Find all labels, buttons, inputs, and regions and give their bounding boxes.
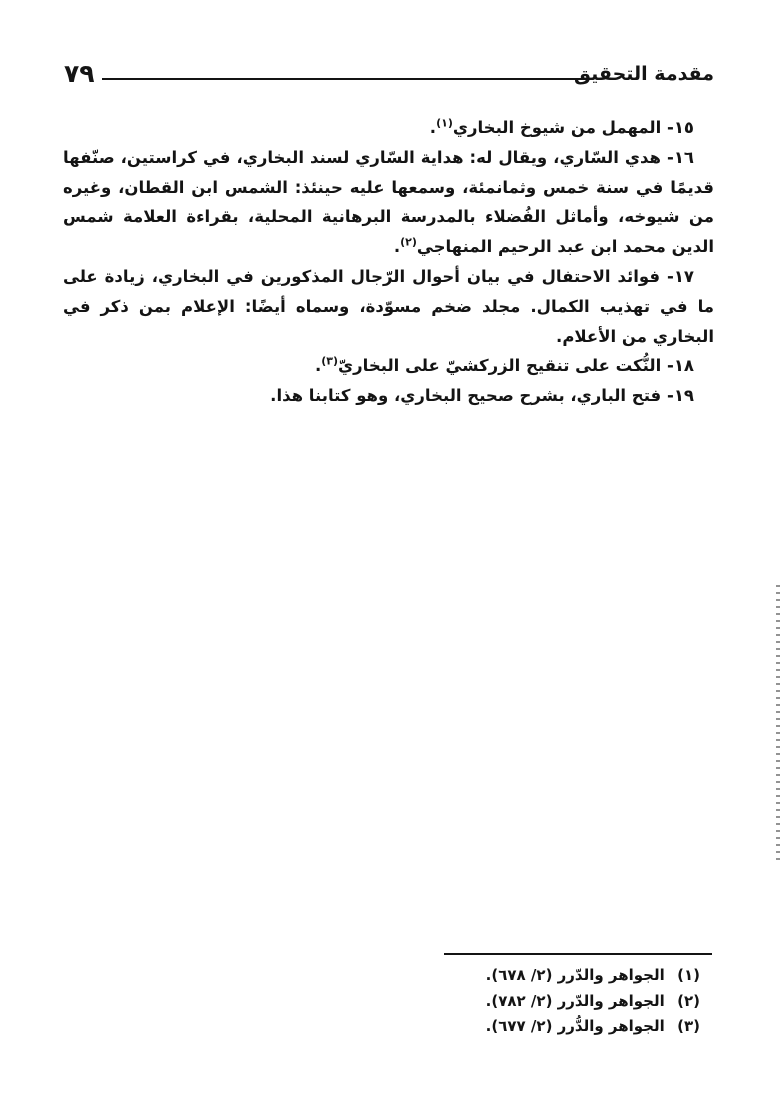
running-title: مقدمة التحقيق — [574, 63, 714, 85]
list-item: ١٥- المهمل من شيوخ البخاري$^{(١)}$. — [429, 116, 694, 137]
footnote-number: (٢) — [677, 991, 700, 1010]
list-item: ١٩- فتح الباري، بشرح صحيح البخاري، وهو كتابنا هذا. — [270, 386, 694, 406]
footnote — [400, 1014, 700, 1040]
scan-edge-artifact — [776, 585, 780, 865]
header-rule — [102, 78, 590, 80]
page-header — [64, 60, 714, 90]
footnote — [400, 963, 700, 989]
footnote-ref[interactable]: (١) — [436, 116, 453, 130]
footnote-ref[interactable]: (٢) — [400, 235, 417, 249]
footnote-number: (٣) — [677, 1017, 700, 1035]
list-item: ١٧- فوائد الاحتفال في بيان أحوال الرّجال المذكورين في البخاري، زيادة على ما في تهذيب الكمال. مجلد ضخم مسوّدة، وسماه أيضًا: الإعلام بمن ذكر في البخاري من الأعلام. — [63, 266, 714, 346]
footnote-divider — [444, 953, 712, 955]
list-item: ١٨- النُّكت على تنقيح الزركشيّ على البخاريّ$^{(٣)}$. — [314, 354, 694, 376]
footnote-text: الجواهر والدّرر (٢/ ٦٧٨). — [485, 966, 665, 984]
list-item: ١٦- هدي السّاري، ويقال له: هداية السّاري لسند البخاري، في كراستين، صنّفها قديمًا في سنة خمس وثمانمئة، وسمعها عليه حينئذ: الشمس ابن القطان، وغيره من شيوخه، وأماثل الفُضلاء بالمدرسة البرهانية المحلية، بقراءة العلامة شمس الدين محمد ابن عبد الرحيم المنهاجي$^{(٢)}$. — [63, 147, 714, 257]
footnotes — [400, 963, 700, 1040]
footnote — [400, 989, 700, 1015]
footnote-text: الجواهر والدّرر (٢/ ٧٨٢). — [485, 991, 665, 1010]
footnote-number: (١) — [677, 966, 700, 984]
main-text — [63, 113, 714, 411]
footnote-text: الجواهر والدُّرر (٢/ ٦٧٧). — [485, 1017, 665, 1035]
page-number: ٧٩ — [64, 59, 95, 88]
footnote-ref[interactable]: (٣) — [321, 354, 339, 368]
